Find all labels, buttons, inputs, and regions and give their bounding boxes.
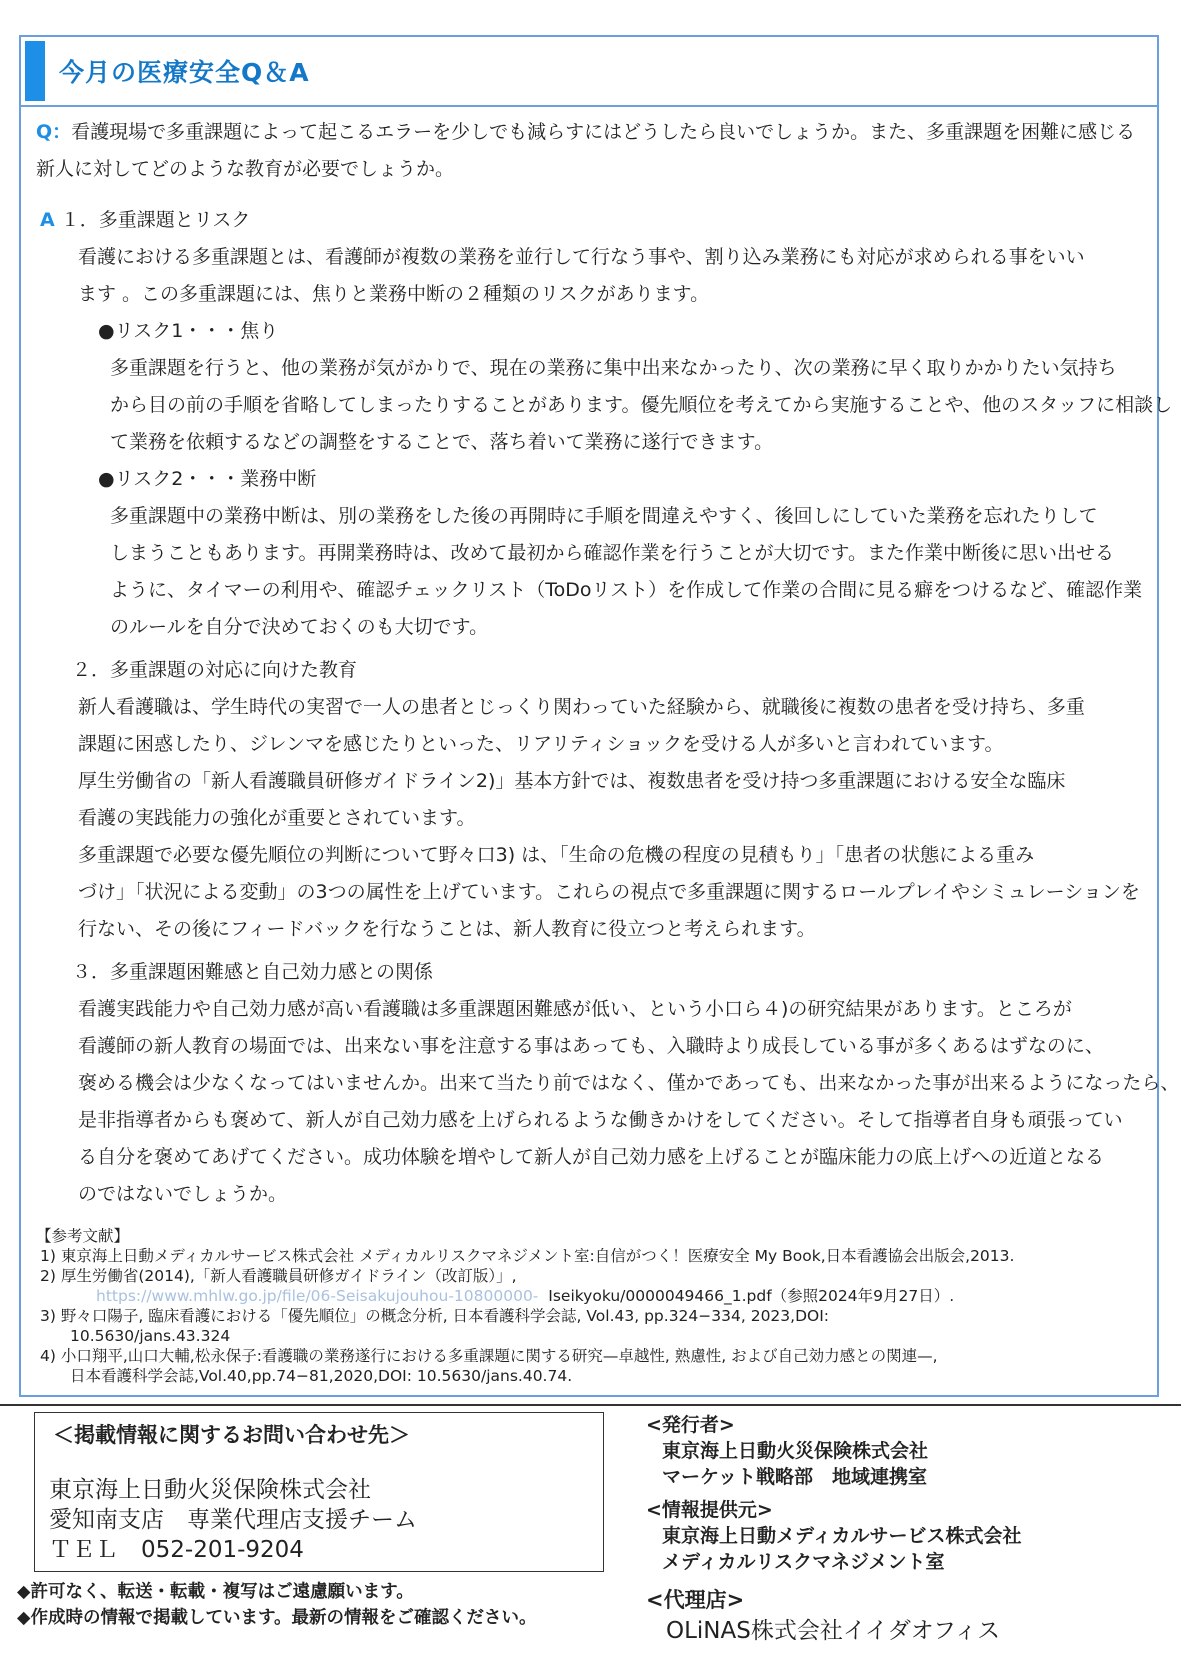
reference-2: 2) 厚生労働省(2014),「新人看護職員研修ガイドライン（改訂版）」, [40, 1267, 517, 1285]
source-dept: メディカルリスクマネジメント室 [662, 1551, 945, 1573]
risk2-heading: ●リスク2・・・業務中断 [98, 468, 317, 490]
source-heading: <情報提供元> [646, 1499, 773, 1521]
paragraph-line: 多重課題で必要な優先順位の判断について野々口3) は、「生命の危機の程度の見積もり」「患者の状態による重み [78, 844, 1035, 866]
paragraph-line: づけ」「状況による変動」の3つの属性を上げています。これらの視点で多重課題に関するロールプレイやシミュレーションを [78, 881, 1140, 903]
paragraph-line: る自分を褒めてあげてください。成功体験を増やして新人が自己効力感を上げることが臨床能力の底上げへの近道となる [78, 1146, 1105, 1168]
title-bar [19, 35, 1159, 107]
answer-mark: A [40, 209, 55, 231]
paragraph-line: 多重課題を行うと、他の業務が気がかりで、現在の業務に集中出来なかったり、次の業務に早く取りかかりたい気持ち [110, 357, 1117, 379]
paragraph-line: ます 。この多重課題には、焦りと業務中断の２種類のリスクがあります。 [78, 283, 710, 305]
references-heading: 【参考文献】 [36, 1227, 130, 1245]
agent-name: OLiNAS株式会社イイダオフィス [666, 1618, 1001, 1644]
title-accent-bar [25, 41, 45, 101]
references [36, 1226, 1014, 1386]
paragraph-line: 看護の実践能力の強化が重要とされています。 [78, 807, 476, 829]
paragraph-line: 褒める機会は少なくなってはいませんか。出来て当たり前ではなく、僅かであっても、出来なかった事が出来るようになったら、 [78, 1072, 1180, 1094]
agent-heading: <代理店> [646, 1588, 745, 1612]
question-line-1: Q：看護現場で多重課題によって起こるエラーを少しでも減らすにはどうしたら良いでしょうか。また、多重課題を困難に感じる [36, 121, 1136, 143]
paragraph-line: しまうこともあります。再開業務時は、改めて最初から確認作業を行うことが大切です。また作業中断後に思い出せる [110, 542, 1114, 564]
paragraph-line: 課題に困惑したり、ジレンマを感じたりといった、リアリティショックを受ける人が多いと言われています。 [78, 733, 1004, 755]
contact-heading: ＜掲載情報に関するお問い合わせ先＞ [53, 1423, 410, 1447]
reference-2-continued: https://www.mhlw.go.jp/file/06-Seisakujouhou-10800000- Iseikyoku/0000049466_1.pdf（参照2024年9月27日）. [96, 1287, 955, 1305]
source-company: 東京海上日動メディカルサービス株式会社 [662, 1525, 1022, 1547]
reference-3-continued: 10.5630/jans.43.324 [70, 1327, 231, 1345]
paragraph-line: 多重課題中の業務中断は、別の業務をした後の再開時に手順を間違えやすく、後回しにしていた業務を忘れたりして [110, 505, 1098, 527]
paragraph-line: から目の前の手順を省略してしまったりすることがあります。優先順位を考えてから実施することや、他のスタッフに相談し [110, 394, 1173, 416]
contact-branch: 愛知南支店 専業代理店支援チーム [49, 1507, 417, 1533]
answer-section-2-heading: ２．多重課題の対応に向けた教育 [72, 659, 358, 681]
reference-4-continued: 日本看護科学会誌,Vol.40,pp.74−81,2020,DOI: 10.5630/jans.40.74. [70, 1367, 573, 1385]
paragraph-line: 看護における多重課題とは、看護師が複数の業務を並行して行なう事や、割り込み業務にも対応が求められる事をいい [78, 246, 1085, 268]
publisher-dept: マーケット戦略部 地域連携室 [662, 1466, 928, 1488]
paragraph-line: 看護師の新人教育の場面では、出来ない事を注意する事はあっても、入職時より成長している事が多くあるはずなのに、 [78, 1035, 1104, 1057]
reference-3: 3) 野々口陽子, 臨床看護における「優先順位」の概念分析, 日本看護科学会誌, Vol.43, pp.324−334, 2023,DOI: [40, 1307, 830, 1325]
contact-box [34, 1412, 604, 1572]
reference-4: 4) 小口翔平,山口大輔,松永保子:看護職の業務遂行における多重課題に関する研究—卓越性, 熟慮性, および自己効力感との関連—, [40, 1347, 938, 1365]
answer-section-1-heading: A １．多重課題とリスク [40, 209, 251, 231]
question-line-2: 新人に対してどのような教育が必要でしょうか。 [36, 158, 455, 180]
contact-company: 東京海上日動火災保険株式会社 [49, 1477, 371, 1503]
paragraph-line: 看護実践能力や自己効力感が高い看護職は多重課題困難感が低い、という小口ら４)の研究結果があります。ところが [78, 998, 1072, 1020]
paragraph-line: 新人看護職は、学生時代の実習で一人の患者とじっくり関わっていた経験から、就職後に複数の患者を受け持ち、多重 [78, 696, 1085, 718]
answer-section-3-heading: ３．多重課題困難感と自己効力感との関係 [72, 961, 434, 983]
paragraph-line: のではないでしょうか。 [78, 1183, 288, 1205]
paragraph-line: 行ない、その後にフィードバックを行なうことは、新人教育に役立つと考えられます。 [78, 918, 816, 940]
paragraph-line: 是非指導者からも褒めて、新人が自己効力感を上げられるような働きかけをしてください。そして指導者自身も頑張ってい [78, 1109, 1123, 1131]
reference-2-url[interactable]: https://www.mhlw.go.jp/file/06-Seisakujouhou-10800000- [96, 1287, 539, 1305]
paragraph-line: て業務を依頼するなどの調整をすることで、落ち着いて業務に遂行できます。 [110, 431, 774, 453]
publisher-company: 東京海上日動火災保険株式会社 [662, 1440, 929, 1462]
footer-divider [0, 1404, 1181, 1406]
paragraph-line: ように、タイマーの利用や、確認チェックリスト（ToDoリスト）を作成して作業の合間に見る癖をつけるなど、確認作業 [110, 579, 1143, 601]
notice-2: ◆作成時の情報で掲載しています。最新の情報をご確認ください。 [17, 1608, 537, 1628]
notice-1: ◆許可なく、転送・転載・複写はご遠慮願います。 [17, 1582, 414, 1602]
publisher-heading: <発行者> [646, 1414, 735, 1436]
paragraph-line: 厚生労働省の「新人看護職員研修ガイドライン2)」基本方針では、複数患者を受け持つ多重課題における安全な臨床 [78, 770, 1066, 792]
question-mark: Q： [36, 121, 72, 143]
paragraph-line: のルールを自分で決めておくのも大切です。 [110, 616, 489, 638]
page-title: 今月の医療安全Q＆A [59, 58, 310, 87]
contact-tel: ＴＥＬ 052-201-9204 [49, 1537, 304, 1563]
risk1-heading: ●リスク1・・・焦り [98, 320, 279, 342]
reference-1: 1) 東京海上日動メディカルサービス株式会社 メディカルリスクマネジメント室:自信がつく！医療安全 My Book,日本看護協会出版会,2013. [40, 1247, 1015, 1265]
